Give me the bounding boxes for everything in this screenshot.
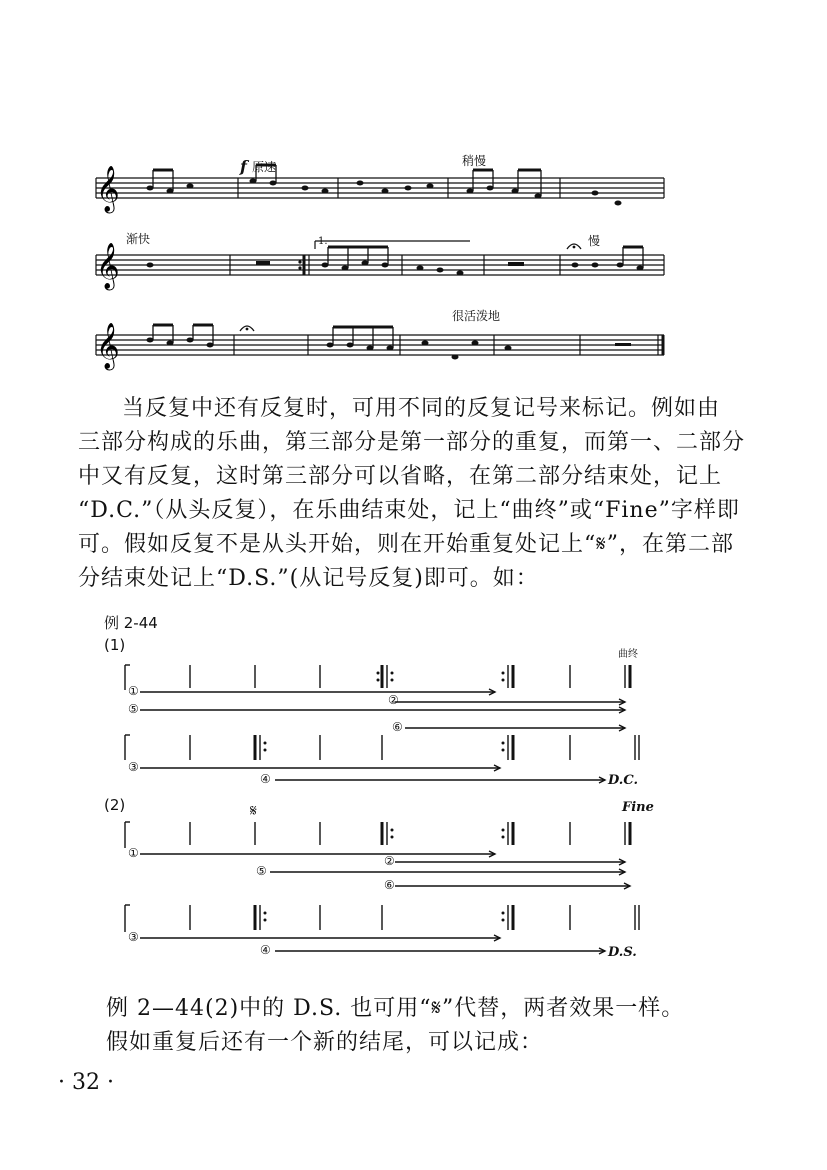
- repeat-diagram: [110, 650, 650, 960]
- tempo-mark-lively: 很活泼地: [452, 309, 501, 323]
- end-mark-qu-zhong: 曲终: [618, 649, 638, 660]
- paragraph1-line-5: 可。假如反复不是从头开始，则在开始重复处记上“𝄋”，在第二部: [78, 532, 734, 557]
- dc-mark: D.C.: [608, 773, 638, 788]
- circle-2b: ②: [384, 854, 395, 868]
- music-staff-2: [90, 235, 670, 295]
- fine-mark: Fine: [622, 800, 654, 815]
- circle-5: ⑤: [128, 702, 139, 716]
- svg-text:𝄞: 𝄞: [96, 166, 120, 212]
- paragraph2-line-1: 例 2—44(2)中的 D.S. 也可用“𝄋”代替，两者效果一样。: [106, 996, 685, 1021]
- volta-number: 1.: [318, 236, 328, 247]
- svg-text:𝄞: 𝄞: [96, 323, 120, 369]
- paragraph1-line-6: 分结束处记上“D.S.”(从记号反复)即可。如：: [78, 566, 539, 591]
- paragraph1-line-3: 中又有反复，这时第三部分可以省略，在第二部分结束处，记上: [78, 464, 723, 489]
- circle-6b: ⑥: [384, 878, 395, 892]
- segno-icon: 𝄋: [250, 801, 257, 820]
- body-paragraph-1: [78, 392, 746, 596]
- ds-mark: D.S.: [608, 945, 637, 960]
- circle-4b: ④: [260, 943, 271, 957]
- circle-1: ①: [128, 684, 139, 698]
- music-staff-3: [90, 315, 670, 375]
- example-label: 例 2-44: [104, 614, 158, 632]
- circle-5b: ⑤: [256, 864, 267, 878]
- circle-2: ②: [388, 693, 399, 707]
- circle-4: ④: [260, 772, 271, 786]
- paragraph2-line-2: 假如重复后还有一个新的结尾，可以记成：: [106, 1030, 544, 1055]
- paragraph1-line-1: 当反复中还有反复时，可用不同的反复记号来标记。例如由: [122, 396, 721, 421]
- page-number: · 32 ·: [58, 1070, 114, 1095]
- circle-3: ③: [128, 760, 139, 774]
- part1-label: (1): [104, 636, 126, 654]
- tempo-mark-slower: 稍慢: [462, 154, 487, 168]
- part2-label: (2): [104, 796, 126, 814]
- svg-text:𝄞: 𝄞: [96, 243, 120, 289]
- paragraph1-line-2: 三部分构成的乐曲，第三部分是第一部分的重复，而第一、二部分: [78, 430, 746, 455]
- body-paragraph-2: [78, 992, 718, 1060]
- circle-3b: ③: [128, 930, 139, 944]
- dynamic-mark: f: [240, 157, 247, 176]
- circle-6: ⑥: [392, 720, 403, 734]
- tempo-mark-faster: 渐快: [126, 232, 151, 246]
- paragraph1-line-4: “D.C.”（从头反复），在乐曲结束处，记上“曲终”或“Fine”字样即: [78, 498, 740, 523]
- tempo-mark-original: 原速: [252, 160, 277, 174]
- circle-1b: ①: [128, 846, 139, 860]
- music-staff-1: [90, 155, 670, 215]
- tempo-mark-slow: 慢: [588, 234, 601, 248]
